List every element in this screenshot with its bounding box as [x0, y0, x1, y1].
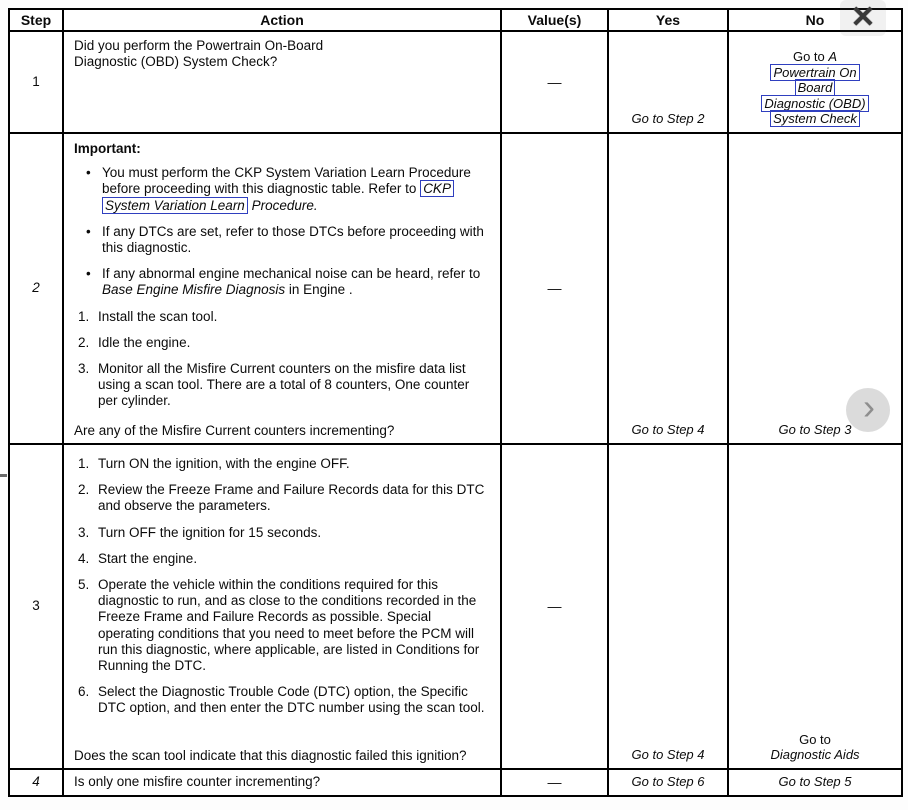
number-marker: 2. [78, 482, 90, 498]
list-item-text [102, 165, 490, 214]
list-item-text [102, 224, 490, 256]
diagnostic-table [8, 8, 903, 797]
list-item-text [98, 456, 490, 472]
number-marker: 6. [78, 684, 90, 700]
doc-link[interactable]: System Check [770, 110, 860, 127]
action-paragraph [74, 774, 490, 790]
action-cell [63, 133, 501, 444]
values-cell: — [501, 769, 608, 796]
text-segment: Operate the vehicle within the conditions required for this diagnostic to run, and as close to the conditions recorded in the Freeze Frame and Failure Records as possible. Special operating conditions that you need to meet before the PCM will run this diagnostic, where applicable, are listed in Conditions for Running the DTC. [98, 576, 480, 673]
close-icon: ✕ [850, 1, 876, 34]
text-segment: A [828, 49, 838, 65]
header-no: No [728, 9, 902, 31]
action-paragraph [74, 38, 490, 70]
values-cell: — [501, 444, 608, 769]
text-segment: Go to Step 4 [631, 422, 705, 438]
list-item-text [98, 525, 490, 541]
step-cell [9, 31, 63, 133]
list-item-text [98, 482, 490, 514]
numbered-item [74, 361, 490, 410]
text-segment: Go to Step 5 [778, 774, 852, 790]
text-segment: Turn ON the ignition, with the engine OFF. [98, 456, 350, 471]
yes-cell [608, 444, 728, 769]
text-segment: 1 [32, 73, 40, 89]
step-cell [9, 133, 63, 444]
next-page-button[interactable] [846, 388, 890, 432]
list-item-text [98, 309, 490, 325]
text-segment: Is only one misfire counter incrementing? [74, 774, 321, 790]
doc-link[interactable]: Diagnostic (OBD) [761, 95, 868, 112]
numbered-item [74, 525, 490, 541]
action-cell [63, 31, 501, 133]
list-item-text [98, 361, 490, 410]
text-segment: If any DTCs are set, refer to those DTCs before proceeding with this diagnostic. [102, 223, 484, 255]
bullet-item [74, 266, 490, 298]
table-row-3 [9, 444, 902, 769]
text-segment: Go to [792, 49, 829, 65]
chevron-right-icon: › [863, 386, 875, 427]
text-segment: Important: [74, 141, 141, 156]
numbered-item [74, 551, 490, 567]
text-segment: Monitor all the Misfire Current counters on the misfire data list using a scan tool. There are a total of 8 counters, One counter per cylinder. [98, 360, 470, 409]
values-cell: — [501, 31, 608, 133]
text-segment: Review the Freeze Frame and Failure Records data for this DTC and observe the parameters. [98, 482, 485, 514]
text-segment: Select the Diagnostic Trouble Code (DTC) option, the Specific DTC option, and then enter the DTC number using the scan tool. [98, 684, 485, 716]
header-step: Step [9, 9, 63, 31]
yes-cell [608, 31, 728, 133]
doc-link[interactable]: CKP System Variation Learn [102, 180, 454, 213]
number-marker: 2. [78, 334, 90, 350]
text-segment: Diagnostic Aids [770, 747, 860, 763]
table-row-4 [9, 769, 902, 796]
text-segment: Go to Step 4 [631, 747, 705, 763]
text-segment: 3 [32, 598, 40, 614]
text-segment: Procedure. [247, 197, 318, 213]
list-item-text [98, 335, 490, 351]
table-row-1 [9, 31, 902, 133]
list-item-text [98, 577, 490, 674]
action-label [74, 141, 490, 157]
header-action: Action [63, 9, 501, 31]
bullet-item [74, 165, 490, 214]
text-segment: Turn OFF the ignition for 15 seconds. [98, 524, 322, 540]
action-question [74, 415, 490, 439]
bullet-marker: • [86, 165, 91, 181]
text-segment: You must perform the CKP System Variation Learn Procedure before proceeding with this diagnostic table. Refer to [102, 165, 471, 197]
yes-cell [608, 133, 728, 444]
doc-link[interactable]: Powertrain On [770, 64, 859, 81]
numbered-item [74, 482, 490, 514]
text-segment: 2 [32, 280, 40, 296]
numbered-item [74, 309, 490, 325]
bullet-item [74, 224, 490, 256]
bullet-marker: • [86, 223, 91, 239]
text-segment: Go to [799, 731, 831, 747]
text-segment: Start the engine. [98, 550, 198, 566]
numbered-item [74, 456, 490, 472]
header-yes: Yes [608, 9, 728, 31]
numbered-item [74, 335, 490, 351]
table-row-2 [9, 133, 902, 444]
numbered-item [74, 577, 490, 674]
number-marker: 1. [78, 456, 90, 471]
no-cell [728, 769, 902, 796]
text-segment: Go to Step 3 [778, 422, 852, 438]
number-marker: 4. [78, 550, 90, 566]
text-segment: Are any of the Misfire Current counters incrementing? [74, 422, 395, 438]
step-cell [9, 769, 63, 796]
text-segment: Go to Step 6 [631, 774, 705, 790]
list-item-text [98, 684, 490, 716]
header-values: Value(s) [501, 9, 608, 31]
text-segment: Diagnostic (OBD) System Check? [74, 54, 278, 70]
values-cell: — [501, 133, 608, 444]
number-marker: 5. [78, 576, 90, 592]
text-segment: Base Engine Misfire Diagnosis [102, 282, 286, 298]
step-cell [9, 444, 63, 769]
scan-artifact [0, 474, 7, 477]
text-segment: Idle the engine. [98, 334, 191, 350]
doc-link[interactable]: Board [795, 79, 836, 96]
yes-cell [608, 769, 728, 796]
no-cell [728, 31, 902, 133]
text-segment: Go to Step 2 [631, 111, 705, 127]
text-segment: If any abnormal engine mechanical noise can be heard, refer to [102, 266, 481, 282]
number-marker: 1. [78, 308, 90, 324]
no-cell [728, 444, 902, 769]
number-marker: 3. [78, 360, 90, 376]
action-cell [63, 444, 501, 769]
text-segment: Did you perform the Powertrain On-Board [74, 38, 324, 53]
table-header-row [9, 9, 902, 31]
close-button[interactable] [840, 0, 886, 36]
text-segment: Install the scan tool. [98, 308, 218, 324]
text-segment: Does the scan tool indicate that this diagnostic failed this ignition? [74, 747, 467, 763]
list-item-text [98, 551, 490, 567]
list-item-text [102, 266, 490, 298]
action-question [74, 740, 490, 764]
text-segment: in Engine . [285, 282, 353, 298]
numbered-item [74, 684, 490, 716]
action-cell [63, 769, 501, 796]
bullet-marker: • [86, 266, 91, 282]
number-marker: 3. [78, 524, 90, 540]
text-segment: 4 [32, 774, 40, 790]
